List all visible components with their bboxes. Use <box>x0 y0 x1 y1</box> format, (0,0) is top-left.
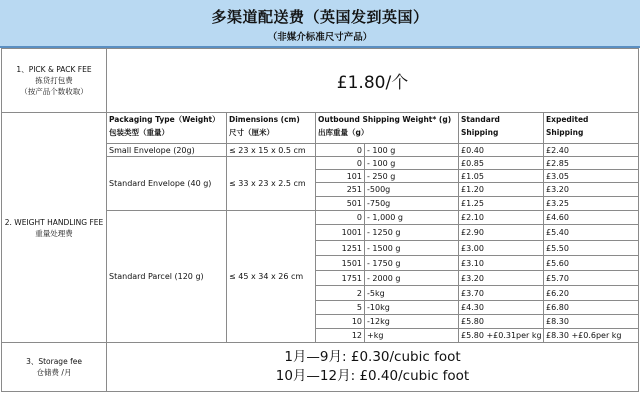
weight-handling-label-en: 2. WEIGHT HANDLING FEE <box>4 217 104 227</box>
pick-pack-row <box>2 49 639 113</box>
outbound-weight-header <box>316 113 459 144</box>
packaging-header-cn: 包装类型（重量） <box>109 128 169 137</box>
expedited-fee-cell: £2.40 <box>544 144 639 157</box>
standard-shipping-header <box>459 113 544 144</box>
expedited-fee-cell: £5.70 <box>544 271 639 286</box>
expedited-header-line1: Expedited <box>546 115 589 124</box>
expedited-fee-cell: £8.30 +£0.6per kg <box>544 329 639 343</box>
weight-handling-label-cn: 重量处理费 <box>35 228 73 238</box>
pick-pack-note: （按产品个数收取） <box>20 87 88 96</box>
dimensions-header <box>227 113 316 144</box>
weight-from-cell: 1251 <box>316 241 365 256</box>
outbound-header-en: Outbound Shipping Weight* (g) <box>318 115 452 124</box>
packaging-type-cell: Standard Parcel (120 g) <box>107 211 227 343</box>
expedited-fee-cell: £4.60 <box>544 211 639 225</box>
standard-fee-cell: £4.30 <box>459 301 544 315</box>
pick-pack-label-en: 1、PICK & PACK FEE <box>16 65 92 74</box>
standard-fee-cell: £1.05 <box>459 170 544 183</box>
storage-fee-line1: 1月—9月: £0.30/cubic foot <box>284 349 461 365</box>
weight-from-cell: 101 <box>316 170 365 183</box>
packaging-header-en: Packaging Type（Weight） <box>109 115 220 124</box>
dimensions-header-en: Dimensions (cm) <box>229 115 300 124</box>
weight-to-cell: -10kg <box>365 301 459 315</box>
weight-to-cell: - 1500 g <box>365 241 459 256</box>
page-subtitle: （非媒介标准尺寸产品） <box>267 32 373 43</box>
storage-label-cell <box>2 343 107 392</box>
storage-fee-cell <box>107 343 639 392</box>
title-banner <box>0 0 640 48</box>
storage-fee-line2: 10月—12月: £0.40/cubic foot <box>275 368 470 384</box>
weight-from-cell: 0 <box>316 144 365 157</box>
weight-header-row <box>2 113 639 144</box>
standard-fee-cell: £1.20 <box>459 183 544 197</box>
weight-to-cell: - 100 g <box>365 157 459 170</box>
standard-fee-cell: £5.80 +£0.31per kg <box>459 329 544 343</box>
standard-fee-cell: £3.70 <box>459 286 544 301</box>
fee-table <box>1 48 639 392</box>
standard-fee-cell: £2.90 <box>459 225 544 241</box>
weight-to-cell: - 2000 g <box>365 271 459 286</box>
expedited-fee-cell: £5.40 <box>544 225 639 241</box>
expedited-shipping-header <box>544 113 639 144</box>
storage-row <box>2 343 639 392</box>
standard-fee-cell: £1.25 <box>459 197 544 211</box>
dimensions-cell: ≤ 45 x 34 x 26 cm <box>227 211 316 343</box>
expedited-fee-cell: £6.80 <box>544 301 639 315</box>
weight-from-cell: 12 <box>316 329 365 343</box>
pick-pack-label-cn: 拣货打包费 <box>35 76 73 85</box>
standard-fee-cell: £0.40 <box>459 144 544 157</box>
standard-fee-cell: £3.10 <box>459 256 544 271</box>
weight-to-cell: -500g <box>365 183 459 197</box>
weight-from-cell: 1001 <box>316 225 365 241</box>
dimensions-header-cn: 尺寸（厘米） <box>229 128 274 137</box>
expedited-header-line2: Shipping <box>546 128 584 137</box>
standard-header-line2: Shipping <box>461 128 499 137</box>
packaging-type-cell: Small Envelope (20g) <box>107 144 227 157</box>
standard-fee-cell: £3.00 <box>459 241 544 256</box>
weight-to-cell: -5kg <box>365 286 459 301</box>
outbound-header-cn: 出库重量（g） <box>318 128 369 137</box>
weight-to-cell: - 100 g <box>365 144 459 157</box>
standard-fee-cell: £5.80 <box>459 315 544 329</box>
weight-from-cell: 1751 <box>316 271 365 286</box>
weight-to-cell: - 1,000 g <box>365 211 459 225</box>
weight-to-cell: -12kg <box>365 315 459 329</box>
packaging-header <box>107 113 227 144</box>
dimensions-cell: ≤ 23 x 15 x 0.5 cm <box>227 144 316 157</box>
weight-from-cell: 10 <box>316 315 365 329</box>
storage-label-en: 3、Storage fee <box>26 357 82 366</box>
expedited-fee-cell: £5.60 <box>544 256 639 271</box>
standard-fee-cell: £3.20 <box>459 271 544 286</box>
weight-from-cell: 0 <box>316 157 365 170</box>
packaging-type-cell: Standard Envelope (40 g) <box>107 157 227 211</box>
storage-label-cn: 仓储费 /月 <box>36 368 72 377</box>
expedited-fee-cell: £3.25 <box>544 197 639 211</box>
page-title: 多渠道配送费（英国发到英国） <box>211 8 429 26</box>
weight-to-cell: - 250 g <box>365 170 459 183</box>
weight-from-cell: 0 <box>316 211 365 225</box>
weight-from-cell: 501 <box>316 197 365 211</box>
weight-to-cell: - 1750 g <box>365 256 459 271</box>
weight-from-cell: 5 <box>316 301 365 315</box>
weight-handling-label-cell <box>2 113 107 343</box>
weight-to-cell: -750g <box>365 197 459 211</box>
expedited-fee-cell: £8.30 <box>544 315 639 329</box>
expedited-fee-cell: £5.50 <box>544 241 639 256</box>
standard-fee-cell: £0.85 <box>459 157 544 170</box>
weight-to-cell: +kg <box>365 329 459 343</box>
weight-from-cell: 251 <box>316 183 365 197</box>
weight-to-cell: - 1250 g <box>365 225 459 241</box>
standard-fee-cell: £2.10 <box>459 211 544 225</box>
weight-from-cell: 2 <box>316 286 365 301</box>
pick-pack-label-cell <box>2 49 107 113</box>
weight-from-cell: 1501 <box>316 256 365 271</box>
standard-header-line1: Standard <box>461 115 500 124</box>
expedited-fee-cell: £6.20 <box>544 286 639 301</box>
expedited-fee-cell: £3.05 <box>544 170 639 183</box>
expedited-fee-cell: £3.20 <box>544 183 639 197</box>
pick-pack-price: £1.80/个 <box>107 49 639 113</box>
dimensions-cell: ≤ 33 x 23 x 2.5 cm <box>227 157 316 211</box>
expedited-fee-cell: £2.85 <box>544 157 639 170</box>
